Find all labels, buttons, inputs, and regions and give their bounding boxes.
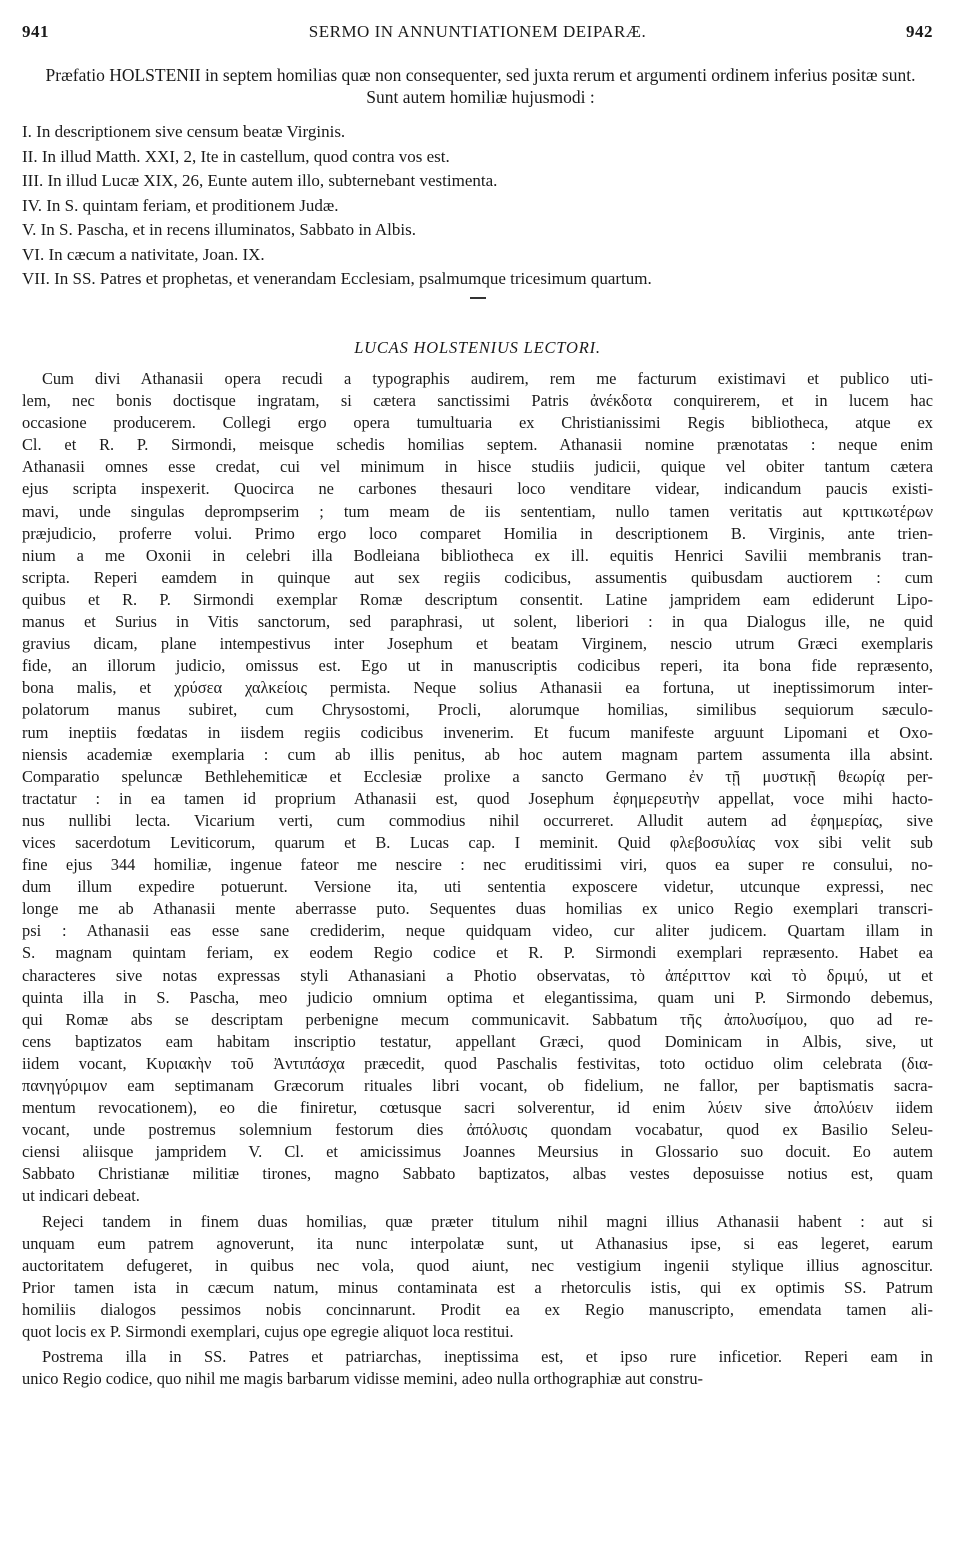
preface-note: Præfatio HOLSTENII in septem homilias quæ non consequenter, sed juxta rerum et argumenti ordinem inferius positæ sunt. Sunt autem homiliæ hujusmodi : xyxy=(45,65,916,107)
text-line: nus nullibi lecta. Vicarium verti, cum commodius nihil occurreret. Alludit autem ad ἐφημερίας, sive xyxy=(22,810,933,830)
text-line: iidem vocant, Κυριακὴν τοῦ Ἀντιπάσχα præcedit, quod Paschalis festivitas, toto octiduo olim celebrata (δια- xyxy=(22,1053,933,1073)
text-line: quinta illa in S. Pascha, meo judicio omnium optima et elegantissima, quam uni P. Sirmondo debemus, xyxy=(22,987,933,1007)
section-divider xyxy=(470,297,486,299)
text-line: qui Romæ abs se descriptam perbenigne mecum communicavit. Sabbatum τῆς ἀπολυσίμου, quo ad re- xyxy=(22,1009,933,1029)
homily-item: II. In illud Matth. XXI, 2, Ite in castellum, quod contra vos est. xyxy=(22,146,450,166)
text-line: cens baptizatos eam habitam inscriptio testatur, appellant Græci, quod Dominicam in Albis, sive, ut xyxy=(22,1031,933,1051)
running-header xyxy=(22,22,933,46)
text-line: S. magnam quintam feriam, ex eodem Regio codice et R. P. Sirmondi exemplari repræsento. Habet ea xyxy=(22,943,933,963)
text-line: rum ineptiis fœdatas in iisdem regiis codicibus invenerim. Et fucum manifeste arguunt Lipomani et Oxo- xyxy=(22,722,933,742)
text-line: quibus et R. P. Sirmondi exemplar Romæ descriptum consentit. Latine jampridem eam ediderunt Lipo- xyxy=(22,589,933,609)
paragraph xyxy=(22,1211,933,1344)
text-line: fide, an illorum judicio, omissus est. Ego ut in manuscriptis codicibus reperi, ita bona fide repræsento, xyxy=(22,656,933,676)
text-line: auctoritatem defugeret, in quibus nec vola, quod aiunt, nec vestigium ingenii stylique illius agnoscitur. xyxy=(22,1255,933,1275)
text-line: characteres sive notas expressas styli Athanasiani a Photio observatas, τὸ ἀπέριττον καὶ τὸ δριμύ, ut et xyxy=(22,965,933,985)
paragraph xyxy=(22,368,933,1208)
homily-item: V. In S. Pascha, et in recens illuminatos, Sabbato in Albis. xyxy=(22,220,416,239)
text-line: ciensi aliisque jampridem V. Cl. et amicissimus Joannes Meursius in Glossario suo docuit. Eo autem xyxy=(22,1142,933,1162)
text-line: nium a me Oxonii in celebri illa Bodleiana bibliotheca ex ill. equitis Henrici Savilii membranis tran- xyxy=(22,545,933,565)
text-line: manus et Surius in Vitis sanctorum, sed paraphrasi, ut solent, liberiori : in qua Dialogus ille, ne quid xyxy=(22,612,933,632)
text-line: unquam eum patrem agnoverunt, ita nunc interpolatæ sunt, ut Athanasius ipse, si eas legeret, earum xyxy=(22,1233,933,1253)
text-line: Prior tamen ista in cæcum natum, minus contaminata est a rhetorculis istis, qui ex optimis SS. Patrum xyxy=(22,1277,933,1297)
text-line: gravius dicam, plane intempestivus inter Josephum et beatam Virginem, nescio utrum Græci exemplaris xyxy=(22,634,933,654)
text-line: Athanasii omnes esse credat, cui vel minimum in hisce studiis judicii, quique vel obiter tantum cætera xyxy=(22,457,933,477)
text-line: mavi, unde singulas deprompserim ; tum meam de iis sententiam, nullo tamen veritatis aut κριτικωτέρων xyxy=(22,501,933,521)
text-line: scripta. Reperi eamdem in quinque aut sex regiis codicibus, assumentis quibusdam auctiorem : cum xyxy=(22,567,933,587)
text-line: Cl. et R. P. Sirmondi, meisque schedis homilias septem. Athanasii nomine prænotatas : neque enim xyxy=(22,435,933,455)
text-line: Comparatio speluncæ Bethlehemiticæ et Ecclesiæ prolixe a sancto Germano ἐν τῇ μυστικῇ θεωρίᾳ per- xyxy=(22,766,933,786)
column-number-left: 941 xyxy=(22,22,49,41)
text-line: longe me ab Athanasii mente aberrasse puto. Sequentes duas homilias ex unico Regio exemplari transcri- xyxy=(22,899,933,919)
homily-item: III. In illud Lucæ XIX, 26, Eunte autem illo, subternebant vestimenta. xyxy=(22,171,498,190)
section-heading: LUCAS HOLSTENIUS LECTORI. xyxy=(354,338,601,357)
running-title: SERMO IN ANNUNTIATIONEM DEIPARÆ. xyxy=(308,22,647,41)
text-line: præjudicio, proferre volui. Primo ergo loco comparet Homilia in descriptionem B. Virginis, ante trien- xyxy=(22,523,933,543)
text-line: ejus scripta inspexerit. Quocirca ne carbones thesauri loco venditare videar, indicandum paucis existi- xyxy=(22,479,933,499)
body-text xyxy=(22,368,933,1390)
text-line: Postrema illa in SS. Patres et patriarchas, ineptissima est, et ipso rure inficetior. Reperi eam in xyxy=(42,1347,933,1367)
text-line: vices sacerdotum Leviticorum, quarum et B. Lucas cap. I meminit. Quid φλεβοσυλίας vox sibi velit sub xyxy=(22,832,933,852)
text-line: Sabbato Christianæ militiæ tirones, magno Sabbato baptizatos, albas vestes deposuisse notius est, quam xyxy=(22,1164,933,1184)
text-line: Rejeci tandem in finem duas homilias, quæ præter titulum nihil magni illius Athanasii habent : aut si xyxy=(42,1211,933,1231)
text-line: homiliis dialogos pessimos nobis concinnarunt. Prodit ea ex Regio manuscripto, emendata tamen ali- xyxy=(22,1299,933,1319)
homily-list xyxy=(22,120,933,292)
homily-item: I. In descriptionem sive censum beatæ Virginis. xyxy=(22,122,346,141)
paragraph xyxy=(22,1346,933,1390)
text-line: psi : Athanasii eas esse sane crediderim, neque quidquam video, cur aliter judicem. Quartam illam in xyxy=(22,921,933,941)
homily-item: IV. In S. quintam feriam, et proditionem Judæ. xyxy=(22,195,339,215)
text-line: occasione producerem. Collegi ergo opera tumultuaria ex Christianissimi Regis bibliotheca, atque ex xyxy=(22,413,933,433)
text-line: πανηγύριμον eam septimanam Græcorum rituales libri vocant, ob fidelium, ne fallor, per baptismatis sacra- xyxy=(22,1076,933,1095)
text-line: tractatur : in ea tamen id proprium Athanasii est, quod Josephum ἐφημερευτὴν appellat, voce mihi hacto- xyxy=(22,788,933,808)
text-line: fine ejus 344 homiliæ, ingenue fateor me nescire : nec eruditissimi viri, quos ea super re consului, no- xyxy=(22,855,933,875)
homily-item: VI. In cæcum a nativitate, Joan. IX. xyxy=(22,244,265,264)
text-line: vocant, unde postremus solemnium festorum dies ἀπόλυσις quondam vocabatur, quod ex Basilio Seleu- xyxy=(22,1120,933,1140)
text-line: mentum revocationem), eo die finiretur, cœtusque sacri solverentur, id enim λύειν sive ἀπολύειν iidem xyxy=(22,1098,933,1118)
homily-item: VII. In SS. Patres et prophetas, et venerandam Ecclesiam, psalmumque tricesimum quartum. xyxy=(22,269,652,288)
text-line: polatorum manus subiret, cum Chrysostomi, Procli, alorumque homilias, similibus sequiorum sæculo- xyxy=(22,700,933,720)
text-line: lem, nec bonis doctisque ingratam, si cætera sanctissimi Patris ἀνέκδοτα conquirerem, et in lucem hac xyxy=(22,391,933,411)
text-line: Cum divi Athanasii opera recudi a typographis audirem, rem me facturum existimavi et publico uti- xyxy=(42,369,933,388)
text-line: ut indicari debeat. xyxy=(22,1186,140,1206)
text-line: dum illum expedire potuerunt. Versione ita, uti sententia exposcere videtur, utcunque expressi, nec xyxy=(22,877,933,897)
text-line: quot locis ex P. Sirmondi exemplari, cujus ope egregie aliquot loca restitui. xyxy=(22,1322,514,1342)
text-line: bona malis, et χρύσεα χαλκείοις permista. Neque solius Athanasii ea fortuna, ut ineptissimorum inter- xyxy=(22,678,933,698)
column-number-right: 942 xyxy=(906,22,933,41)
text-line: niensis academiæ exemplaria : cum ab illis penitus, ab hoc autem magnam partem assumenta illa absint. xyxy=(22,744,933,764)
text-line: unico Regio codice, quo nihil me magis barbarum vidisse memini, adeo nulla orthographiæ aut constru- xyxy=(22,1369,703,1389)
